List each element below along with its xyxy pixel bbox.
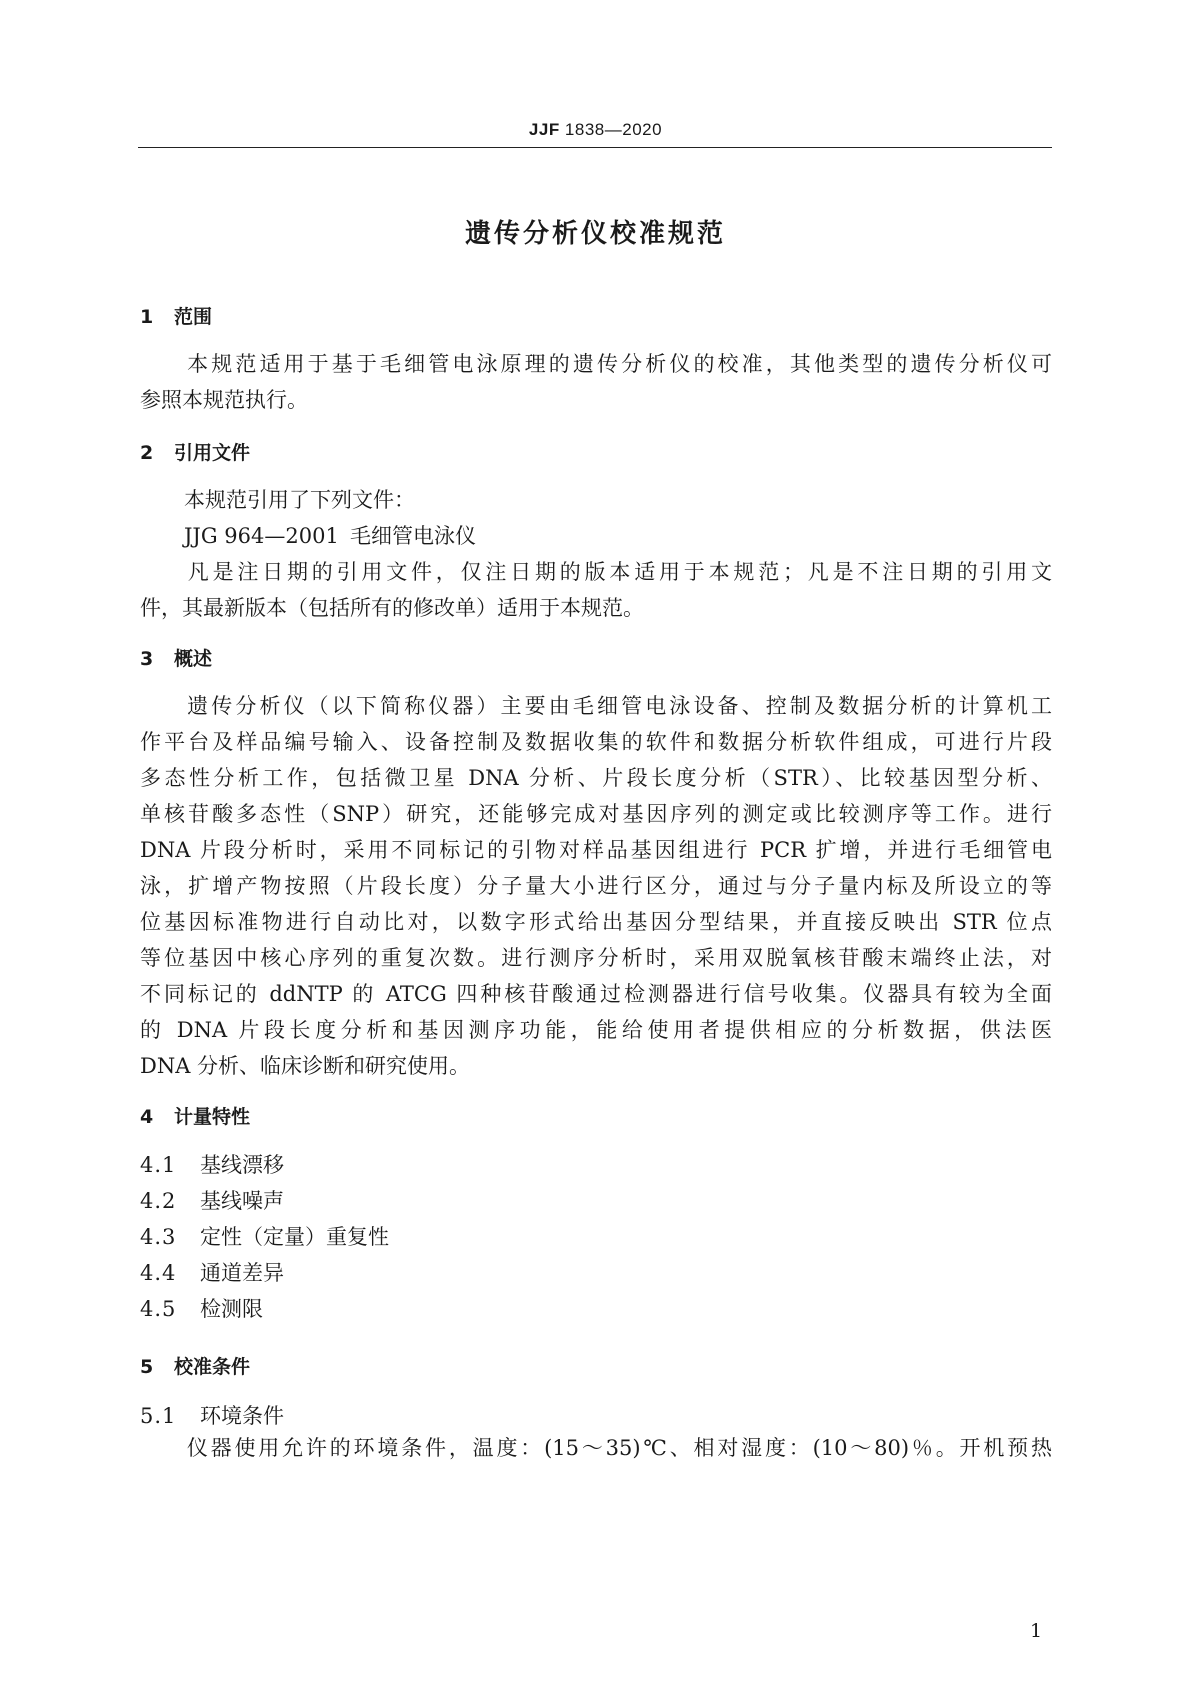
overview-line <box>140 688 1052 725</box>
header-divider <box>138 147 1052 148</box>
item-number: 4.5 <box>140 1297 177 1321</box>
section-title: 引用文件 <box>174 442 251 464</box>
section-heading-references <box>140 438 250 465</box>
item-label: 基线噪声 <box>200 1189 284 1213</box>
item-label: 定性（定量）重复性 <box>200 1225 389 1249</box>
section-number: 5 <box>140 1356 154 1378</box>
section-title: 范围 <box>174 306 213 328</box>
calibration-paragraph <box>140 1430 1052 1467</box>
section-heading-metrology <box>140 1102 250 1129</box>
item-number: 4.4 <box>140 1261 177 1285</box>
section-title: 校准条件 <box>174 1356 251 1378</box>
text-line: 本规范适用于基于毛细管电泳原理的遗传分析仪的校准，其他类型的遗传分析仪可 <box>184 352 1052 376</box>
text-line: 件，其最新版本（包括所有的修改单）适用于本规范。 <box>140 596 644 620</box>
standard-code <box>0 120 1191 140</box>
overview-line: 等位基因中核心序列的重复次数。进行测序分析时，采用双脱氧核苷酸末端终止法，对 <box>140 946 1052 970</box>
item-number: 5.1 <box>140 1404 177 1428</box>
item-number: 4.2 <box>140 1189 177 1213</box>
item-label: 环境条件 <box>200 1404 284 1428</box>
item-label: 基线漂移 <box>200 1153 284 1177</box>
metrology-item <box>140 1185 284 1215</box>
section-title: 计量特性 <box>174 1106 251 1128</box>
overview-line: 泳，扩增产物按照（片段长度）分子量大小进行区分，通过与分子量内标及所设立的等 <box>140 874 1052 898</box>
section-number: 2 <box>140 442 154 464</box>
text-line: 遗传分析仪（以下简称仪器）主要由毛细管电泳设备、控制及数据分析的计算机工 <box>184 694 1052 718</box>
metrology-item <box>140 1221 389 1251</box>
item-number: 4.1 <box>140 1153 177 1177</box>
reference-code: JJG 964—2001 <box>184 524 339 548</box>
section-number: 1 <box>140 306 154 328</box>
text-line: 参照本规范执行。 <box>140 388 308 412</box>
metrology-item <box>140 1293 263 1323</box>
item-label: 检测限 <box>200 1297 263 1321</box>
page-number: 1 <box>1030 1620 1043 1642</box>
overview-line: 位基因标准物进行自动比对，以数字形式给出基因分型结果，并直接反映出 STR 位点 <box>140 910 1052 934</box>
calibration-subsection <box>140 1400 284 1430</box>
overview-line: DNA 片段分析时，采用不同标记的引物对样品基因组进行 PCR 扩增，并进行毛细管电 <box>140 838 1052 862</box>
reference-entry <box>184 518 476 555</box>
overview-line: 不同标记的 ddNTP 的 ATCG 四种核苷酸通过检测器进行信号收集。仪器具有较为全面 <box>140 982 1052 1006</box>
section-number: 4 <box>140 1106 154 1128</box>
text-line: 仪器使用允许的环境条件，温度：(15～35)℃、相对湿度：(10～80)％。开机预热 <box>184 1436 1052 1460</box>
metrology-item <box>140 1149 284 1179</box>
section-heading-scope <box>140 302 212 329</box>
section-title: 概述 <box>174 648 213 670</box>
item-label: 通道差异 <box>200 1261 284 1285</box>
overview-line: DNA 分析、临床诊断和研究使用。 <box>140 1054 471 1078</box>
metrology-item <box>140 1257 284 1287</box>
overview-line: 多态性分析工作，包括微卫星 DNA 分析、片段长度分析（STR）、比较基因型分析、 <box>140 766 1052 790</box>
section-heading-overview <box>140 644 212 671</box>
references-intro: 本规范引用了下列文件： <box>184 488 415 512</box>
references-note <box>140 554 1052 591</box>
standard-code-prefix: JJF <box>528 120 560 139</box>
overview-line: 的 DNA 片段长度分析和基因测序功能，能给使用者提供相应的分析数据，供法医 <box>140 1018 1052 1042</box>
overview-line: 作平台及样品编号输入、设备控制及数据收集的软件和数据分析软件组成，可进行片段 <box>140 730 1052 754</box>
reference-name: 毛细管电泳仪 <box>350 524 476 548</box>
section-number: 3 <box>140 648 154 670</box>
section-heading-calibration <box>140 1352 250 1379</box>
item-number: 4.3 <box>140 1225 177 1249</box>
document-title: 遗传分析仪校准规范 <box>464 219 726 249</box>
standard-code-number: 1838—2020 <box>559 120 663 139</box>
scope-paragraph <box>140 346 1052 383</box>
text-line: 凡是注日期的引用文件，仅注日期的版本适用于本规范；凡是不注日期的引用文 <box>184 560 1052 584</box>
overview-line: 单核苷酸多态性（SNP）研究，还能够完成对基因序列的测定或比较测序等工作。进行 <box>140 802 1052 826</box>
